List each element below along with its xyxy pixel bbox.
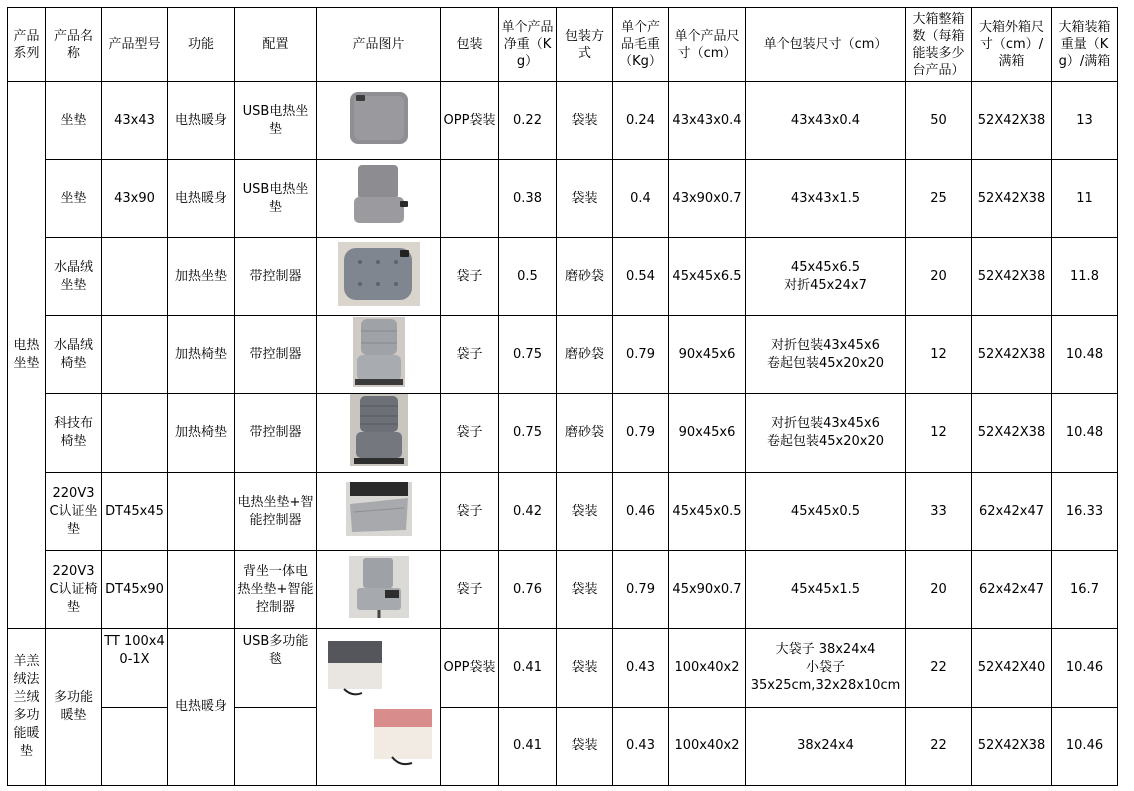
size-cell: 45x45x6.5 [669,238,746,316]
box-size-cell: 52X42X38 [972,82,1052,160]
model-cell [102,316,168,394]
pack-method-cell: 袋装 [557,707,613,786]
header-cell: 配置 [235,8,317,82]
pack-size-cell: 对折包装43x45x6 卷起包装45x20x20 [746,394,906,473]
net-weight-cell: 0.75 [499,394,557,473]
config-cell: USB电热坐垫 [235,160,317,238]
table-row [8,316,1118,394]
box-weight-cell: 10.46 [1052,629,1118,708]
pack-size-cell: 38x24x4 [746,707,906,786]
box-weight-cell: 10.48 [1052,316,1118,394]
pack-method-cell: 袋装 [557,82,613,160]
product-name-cell: 坐垫 [46,82,102,160]
gross-weight-cell: 0.43 [613,707,669,786]
model-cell: 43x43 [102,82,168,160]
box-weight-cell: 11.8 [1052,238,1118,316]
header-row [8,8,1118,82]
product-spec-table [7,7,1118,786]
product-name-cell: 坐垫 [46,160,102,238]
plush-chair-pad-image [353,317,405,387]
gross-weight-cell: 0.79 [613,394,669,473]
header-cell: 单个产品尺寸（cm） [669,8,746,82]
box-weight-cell: 16.7 [1052,551,1118,629]
product-name-cell: 水晶绒坐垫 [46,238,102,316]
header-cell: 产品型号 [102,8,168,82]
pack-size-cell: 45x45x0.5 [746,473,906,551]
box-qty-cell: 20 [906,238,972,316]
config-cell: 带控制器 [235,394,317,473]
net-weight-cell: 0.75 [499,316,557,394]
model-cell [102,707,168,786]
3c-seat-cushion-image [346,482,412,536]
header-cell: 大箱装箱重量（Kg）/满箱 [1052,8,1118,82]
box-weight-cell: 16.33 [1052,473,1118,551]
model-cell: DT45x45 [102,473,168,551]
pack-size-cell: 45x45x6.5 对折45x24x7 [746,238,906,316]
model-cell [102,238,168,316]
pack-method-cell: 袋装 [557,160,613,238]
box-size-cell: 52X42X38 [972,316,1052,394]
box-weight-cell: 10.46 [1052,707,1118,786]
model-cell: 43x90 [102,160,168,238]
header-cell: 单个产品净重（Kg） [499,8,557,82]
pack-cell: 袋子 [441,473,499,551]
gross-weight-cell: 0.4 [613,160,669,238]
table-row [8,238,1118,316]
pack-method-cell: 袋装 [557,629,613,708]
size-cell: 100x40x2 [669,629,746,708]
box-qty-cell: 22 [906,629,972,708]
net-weight-cell: 0.5 [499,238,557,316]
function-cell [168,551,235,629]
product-name-cell: 220V3C认证椅垫 [46,551,102,629]
pack-size-cell: 43x43x0.4 [746,82,906,160]
multi-function-warm-pad-image [318,629,440,779]
pack-method-cell: 磨砂袋 [557,238,613,316]
function-cell: 电热暖身 [168,160,235,238]
header-cell: 产品名称 [46,8,102,82]
config-cell: 带控制器 [235,316,317,394]
product-image-cell [317,473,441,551]
pack-cell [441,160,499,238]
config-cell: 电热坐垫+智能控制器 [235,473,317,551]
pack-cell: 袋子 [441,316,499,394]
function-cell: 加热椅垫 [168,316,235,394]
config-cell: USB多功能毯 [235,629,317,708]
box-weight-cell: 10.48 [1052,394,1118,473]
config-cell: 带控制器 [235,238,317,316]
box-size-cell: 62x42x47 [972,551,1052,629]
function-cell: 电热暖身 [168,629,235,786]
pack-cell [441,707,499,786]
gross-weight-cell: 0.79 [613,316,669,394]
function-cell [168,473,235,551]
header-cell: 产品图片 [317,8,441,82]
net-weight-cell: 0.41 [499,707,557,786]
pack-method-cell: 磨砂袋 [557,394,613,473]
header-cell: 功能 [168,8,235,82]
product-image-cell [317,160,441,238]
pack-method-cell: 磨砂袋 [557,316,613,394]
box-size-cell: 52X42X38 [972,394,1052,473]
pack-cell: 袋子 [441,551,499,629]
header-cell: 大箱整箱数（每箱能装多少台产品） [906,8,972,82]
function-cell: 加热椅垫 [168,394,235,473]
gross-weight-cell: 0.46 [613,473,669,551]
table-row [8,473,1118,551]
product-name-cell: 220V3C认证坐垫 [46,473,102,551]
model-cell: DT45x90 [102,551,168,629]
header-cell: 包装 [441,8,499,82]
box-qty-cell: 50 [906,82,972,160]
pack-size-cell: 45x45x1.5 [746,551,906,629]
pack-cell: 袋子 [441,394,499,473]
pack-size-cell: 43x43x1.5 [746,160,906,238]
pack-method-cell: 袋装 [557,473,613,551]
config-cell: 背坐一体电热坐垫+智能控制器 [235,551,317,629]
product-name-cell: 多功能暖垫 [46,629,102,786]
net-weight-cell: 0.76 [499,551,557,629]
box-qty-cell: 12 [906,316,972,394]
box-qty-cell: 22 [906,707,972,786]
box-qty-cell: 25 [906,160,972,238]
pack-size-cell: 对折包装43x45x6 卷起包装45x20x20 [746,316,906,394]
product-image-cell [317,316,441,394]
net-weight-cell: 0.38 [499,160,557,238]
size-cell: 43x43x0.4 [669,82,746,160]
box-weight-cell: 11 [1052,160,1118,238]
header-cell: 产品系列 [8,8,46,82]
gray-chair-cushion-image [344,163,414,229]
size-cell: 43x90x0.7 [669,160,746,238]
size-cell: 90x45x6 [669,316,746,394]
function-cell: 加热坐垫 [168,238,235,316]
pack-size-cell: 大袋子 38x24x4 小袋子 35x25cm,32x28x10cm [746,629,906,708]
size-cell: 45x45x0.5 [669,473,746,551]
gray-usb-cushion-image [344,86,414,150]
model-cell [102,394,168,473]
header-cell: 单个包装尺寸（cm） [746,8,906,82]
header-cell: 单个产品毛重（Kg） [613,8,669,82]
series-cell: 羊羔绒法兰绒多功能暖垫 [8,629,46,786]
box-qty-cell: 20 [906,551,972,629]
product-image-cell [317,551,441,629]
pack-cell: OPP袋装 [441,629,499,708]
plush-seat-cushion-image [338,242,420,306]
gross-weight-cell: 0.43 [613,629,669,708]
box-size-cell: 52X42X38 [972,160,1052,238]
table-row [8,629,1118,708]
function-cell: 电热暖身 [168,82,235,160]
table-row [8,82,1118,160]
table-row [8,551,1118,629]
table-row [8,394,1118,473]
header-cell: 包装方式 [557,8,613,82]
product-image-cell [317,629,441,786]
box-size-cell: 52X42X38 [972,238,1052,316]
config-cell: USB电热坐垫 [235,82,317,160]
net-weight-cell: 0.42 [499,473,557,551]
series-cell: 电热坐垫 [8,82,46,629]
product-name-cell: 水晶绒椅垫 [46,316,102,394]
pack-cell: OPP袋装 [441,82,499,160]
table-row [8,160,1118,238]
box-size-cell: 52X42X40 [972,629,1052,708]
net-weight-cell: 0.41 [499,629,557,708]
3c-chair-pad-image [349,556,409,618]
net-weight-cell: 0.22 [499,82,557,160]
box-size-cell: 62x42x47 [972,473,1052,551]
product-image-cell [317,82,441,160]
box-qty-cell: 12 [906,394,972,473]
model-cell: TT 100x40-1X [102,629,168,708]
box-weight-cell: 13 [1052,82,1118,160]
gross-weight-cell: 0.79 [613,551,669,629]
box-size-cell: 52X42X38 [972,707,1052,786]
tech-fabric-chair-pad-image [350,394,408,466]
header-cell: 大箱外箱尺寸（cm）/满箱 [972,8,1052,82]
config-cell [235,707,317,786]
pack-cell: 袋子 [441,238,499,316]
size-cell: 90x45x6 [669,394,746,473]
gross-weight-cell: 0.24 [613,82,669,160]
pack-method-cell: 袋装 [557,551,613,629]
size-cell: 100x40x2 [669,707,746,786]
gross-weight-cell: 0.54 [613,238,669,316]
product-name-cell: 科技布椅垫 [46,394,102,473]
box-qty-cell: 33 [906,473,972,551]
product-image-cell [317,238,441,316]
product-image-cell [317,394,441,473]
size-cell: 45x90x0.7 [669,551,746,629]
